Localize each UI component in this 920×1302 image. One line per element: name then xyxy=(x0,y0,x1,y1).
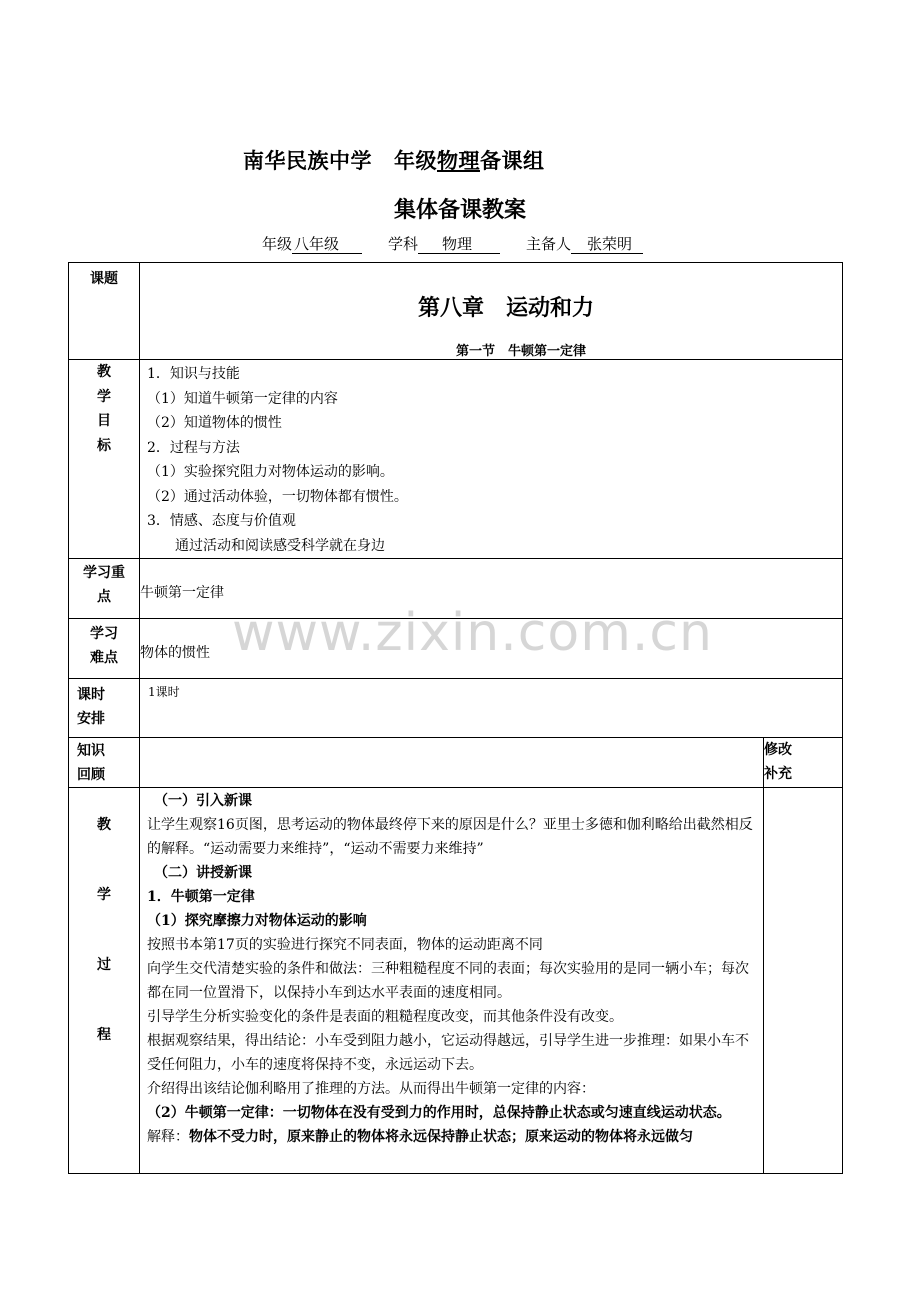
review-content xyxy=(140,738,764,788)
topic-label: 课题 xyxy=(69,263,140,360)
objective-line: 3．情感、态度与价值观 xyxy=(147,513,296,529)
key-point-row xyxy=(69,559,843,619)
objectives-content xyxy=(140,360,843,559)
objectives-row xyxy=(69,360,843,559)
objective-line: 1．知识与技能 xyxy=(147,366,240,382)
label-line: 回顾 xyxy=(77,767,105,783)
newton-law-statement: （2）牛顿第一定律：一切物体在没有受到力的作用时，总保持静止状态或匀速直线运动状态。 xyxy=(147,1105,731,1121)
analysis-paragraph: 引导学生分析实验变化的条件是表面的粗糙程度改变，而其他条件没有改变。 xyxy=(147,1009,623,1025)
label-line: 知识 xyxy=(77,743,105,759)
label-line: 难点 xyxy=(90,650,118,666)
objective-line: （1）实验探究阻力对物体运动的影响。 xyxy=(147,464,394,480)
objective-line: （2）知道物体的惯性 xyxy=(147,415,282,431)
experiment-paragraph: 按照书本第17页的实验进行探究不同表面，物体的运动距离不同 xyxy=(147,937,543,953)
grade-value: 八年级 xyxy=(292,235,362,254)
objective-line: （2）通过活动体验，一切物体都有惯性。 xyxy=(147,488,408,505)
teaching-heading: （二）讲授新课 xyxy=(154,865,252,881)
label-line: 补充 xyxy=(764,766,792,782)
label-char: 教 xyxy=(97,364,111,380)
objective-line: 通过活动和阅读感受科学就在身边 xyxy=(147,537,385,554)
conclusion-paragraph: 根据观察结果，得出结论：小车受到阻力越小，它运动得越远，引导学生进一步推理：如果小车不受任何阻力，小车的速度将保持不变，永远运动下去。 xyxy=(147,1033,749,1073)
group-suffix: 备课组 xyxy=(480,149,545,173)
grade-label: 年级 xyxy=(262,235,293,253)
label-line: 点 xyxy=(97,589,111,605)
key-point-label xyxy=(69,559,140,619)
school-name: 南华民族中学 xyxy=(243,149,372,173)
lesson-plan-table xyxy=(68,262,843,1174)
objective-line: 2．过程与方法 xyxy=(147,439,240,456)
difficulty-value: 物体的惯性 xyxy=(140,619,843,679)
topic-cell xyxy=(140,263,843,360)
process-content xyxy=(140,788,764,1174)
watermark: www.zixin.com.cn xyxy=(232,603,713,663)
subject-value: 物理 xyxy=(418,235,500,254)
intro-heading: （一）引入新课 xyxy=(154,793,252,809)
explanation-text: 物体不受力时，原来静止的物体将永远保持静止状态；原来运动的物体将永远做匀 xyxy=(189,1129,693,1145)
key-point-value: 牛顿第一定律 xyxy=(140,559,843,619)
explanation-prefix: 解释： xyxy=(147,1129,189,1145)
label-char: 学 xyxy=(97,887,111,903)
preparer-value: 张荣明 xyxy=(571,235,643,254)
difficulty-row xyxy=(69,619,843,679)
review-label xyxy=(69,738,140,788)
intro-paragraph: 让学生观察16页图，思考运动的物体最终停下来的原因是什么？亚里士多德和伽利略给出截然相反的解释。“运动需要力来维持”，“运动不需要力来维持” xyxy=(147,817,753,857)
topic-row xyxy=(69,263,843,360)
grade-group-label: 年级 xyxy=(394,149,437,173)
method-paragraph: 介绍得出该结论伽利略用了推理的方法。从而得出牛顿第一定律的内容： xyxy=(147,1081,595,1097)
law-heading: 1．牛顿第一定律 xyxy=(147,889,255,905)
label-line: 修改 xyxy=(764,742,792,758)
explanation-paragraph xyxy=(140,1125,763,1149)
label-char: 过 xyxy=(97,957,111,973)
objective-line: （1）知道牛顿第一定律的内容 xyxy=(147,390,338,407)
objectives-label xyxy=(69,360,140,559)
meta-line xyxy=(262,233,643,254)
schedule-label xyxy=(69,679,140,738)
label-line: 学习重 xyxy=(83,565,125,581)
subject-underlined: 物理 xyxy=(437,149,480,173)
label-line: 学习 xyxy=(90,626,118,642)
label-char: 学 xyxy=(97,388,111,405)
revise-label xyxy=(764,738,843,788)
schedule-value: 1课时 xyxy=(140,679,843,738)
label-char: 程 xyxy=(97,1027,111,1043)
conditions-paragraph: 向学生交代清楚实验的条件和做法：三种粗糙程度不同的表面；每次实验用的是同一辆小车；每次都在同一位置滑下，以保持小车到达水平表面的速度相同。 xyxy=(147,961,749,1001)
school-group-title xyxy=(243,145,545,175)
label-char: 目 xyxy=(97,413,111,429)
label-line: 课时 xyxy=(77,687,105,703)
chapter-title: 第八章 运动和力 xyxy=(418,296,595,321)
revise-cell xyxy=(764,788,843,1174)
schedule-row xyxy=(69,679,843,738)
label-char: 教 xyxy=(97,817,111,833)
section-title: 第一节 牛顿第一定律 xyxy=(456,344,587,359)
label-line: 安排 xyxy=(77,711,105,727)
subject-label: 学科 xyxy=(388,235,419,253)
difficulty-label xyxy=(69,619,140,679)
process-label xyxy=(69,788,140,1174)
preparer-label: 主备人 xyxy=(526,235,572,253)
process-row xyxy=(69,788,843,1174)
document-title: 集体备课教案 xyxy=(393,198,526,223)
label-char: 标 xyxy=(97,437,111,454)
experiment-heading: （1）探究摩擦力对物体运动的影响 xyxy=(147,913,367,929)
review-row xyxy=(69,738,843,788)
